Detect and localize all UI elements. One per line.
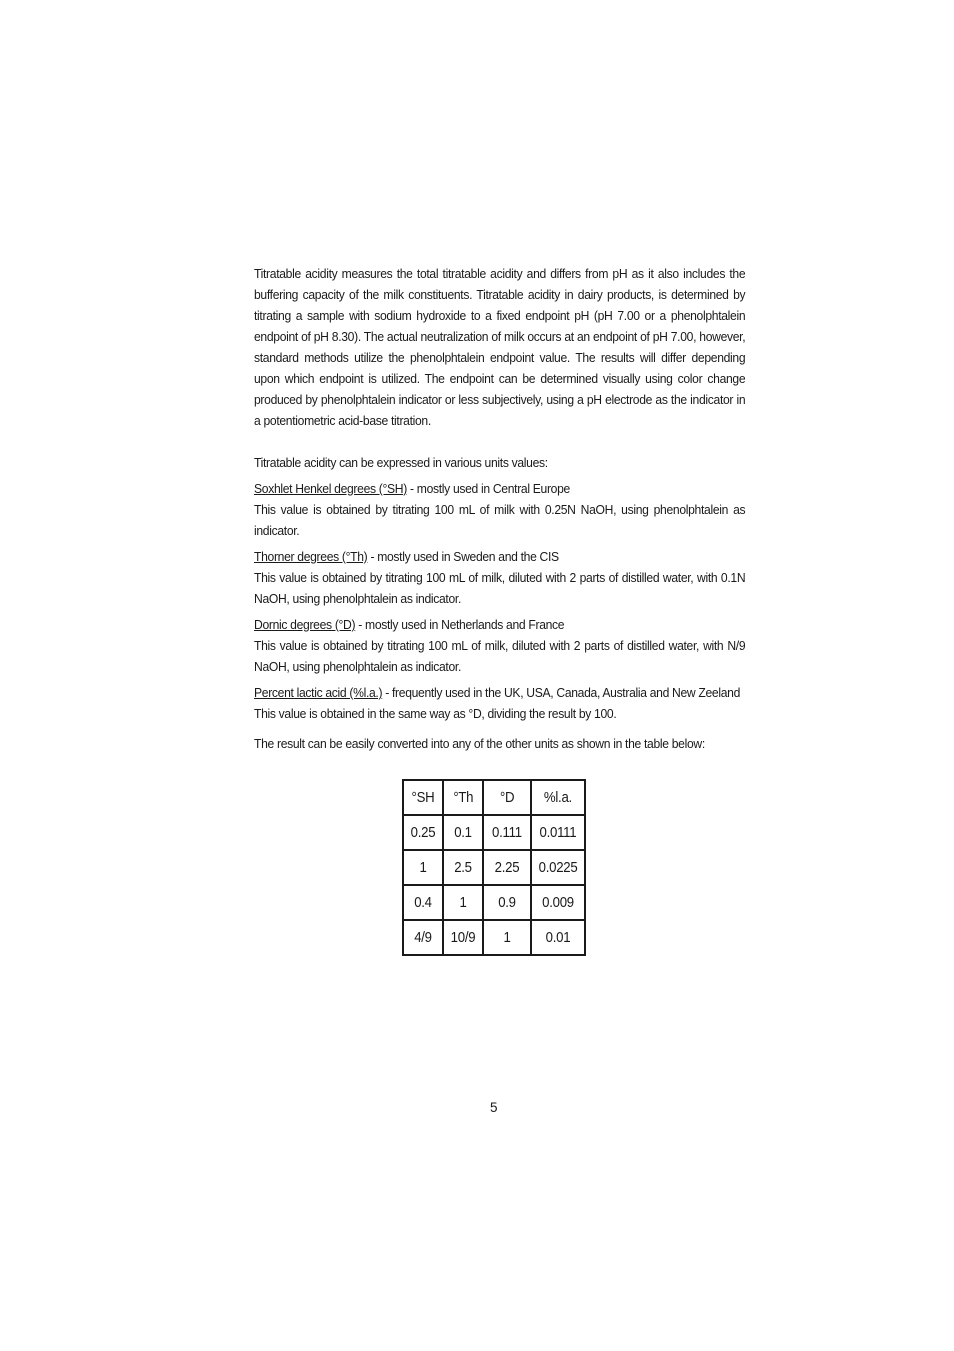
table-header-cell: %l.a.: [531, 780, 585, 815]
unit-sh-heading: [254, 478, 745, 499]
table-cell: 2.5: [443, 850, 483, 885]
unit-sh-description: This value is obtained by titrating 100 mL of milk with 0.25N NaOH, using phenolphtalein as indicator.: [254, 502, 746, 538]
unit-sh: [254, 478, 745, 541]
table-cell: 4/9: [403, 920, 443, 955]
unit-d-heading: [254, 614, 745, 635]
unit-d: [254, 614, 745, 677]
table-cell: 10/9: [443, 920, 483, 955]
table-cell: 0.1: [443, 815, 483, 850]
intro-paragraph: Titratable acidity measures the total titratable acidity and differs from pH as it also includes the buffering capacity of the milk constituents. Titratable acidity in dairy products, is determined by titrating a sample with sodium hydroxide to a fixed endpoint pH (pH 7.00 or a phenolphtalein endpoint of pH 8.30). The actual neutralization of milk occurs at an endpoint of pH 7.00, however, standard methods utilize the phenolphtalein endpoint value. The results will differ depending upon which endpoint is utilized. The endpoint can be determined visually using color change produced by phenolphtalein indicator or less subjectively, using a pH electrode as the indicator in a potentiometric acid-base titration.: [254, 266, 746, 428]
conversion-table-wrap: [402, 779, 586, 956]
unit-sh-usage: - mostly used in Central Europe: [406, 481, 570, 496]
unit-d-description: This value is obtained by titrating 100 mL of milk, diluted with 2 parts of distilled water, with N/9 NaOH, using phenolphtalein as indicator.: [254, 638, 746, 674]
table-cell: 0.01: [531, 920, 585, 955]
table-cell: 0.0111: [531, 815, 585, 850]
table-cell: 0.4: [403, 885, 443, 920]
unit-la-description: This value is obtained in the same way as °D, dividing the result by 100.: [254, 706, 617, 721]
units-intro: Titratable acidity can be expressed in various units values:: [254, 455, 548, 470]
unit-th-heading: [254, 546, 745, 567]
unit-la-name: Percent lactic acid (%l.a.): [254, 685, 383, 700]
unit-la: [254, 682, 745, 724]
unit-la-usage: - frequently used in the UK, USA, Canada, Australia and New Zeeland: [382, 685, 741, 700]
table-header-cell: °D: [483, 780, 531, 815]
table-cell: 0.9: [483, 885, 531, 920]
conversion-table: [402, 779, 586, 956]
unit-d-usage: - mostly used in Netherlands and France: [355, 617, 565, 632]
unit-sh-name: Soxhlet Henkel degrees (°SH): [254, 481, 407, 496]
table-cell: 1: [443, 885, 483, 920]
table-intro: The result can be easily converted into any of the other units as shown in the table below:: [254, 736, 705, 751]
table-row: [403, 920, 585, 955]
table-cell: 0.111: [483, 815, 531, 850]
unit-th-usage: - mostly used in Sweden and the CIS: [367, 549, 559, 564]
unit-th: [254, 546, 745, 609]
page-number: 5: [490, 1100, 498, 1115]
table-row: [403, 885, 585, 920]
table-row: [403, 815, 585, 850]
unit-th-description: This value is obtained by titrating 100 mL of milk, diluted with 2 parts of distilled water, with 0.1N NaOH, using phenolphtalein as indicator.: [254, 570, 746, 606]
table-header-cell: °Th: [443, 780, 483, 815]
unit-th-name: Thorner degrees (°Th): [254, 549, 368, 564]
unit-la-heading: [254, 682, 745, 703]
table-header-cell: °SH: [403, 780, 443, 815]
table-row: [403, 850, 585, 885]
table-cell: 0.009: [531, 885, 585, 920]
table-header-row: [403, 780, 585, 815]
page-content: [254, 263, 745, 754]
table-cell: 1: [483, 920, 531, 955]
table-cell: 0.0225: [531, 850, 585, 885]
table-cell: 0.25: [403, 815, 443, 850]
table-cell: 2.25: [483, 850, 531, 885]
unit-d-name: Dornic degrees (°D): [254, 617, 356, 632]
table-cell: 1: [403, 850, 443, 885]
